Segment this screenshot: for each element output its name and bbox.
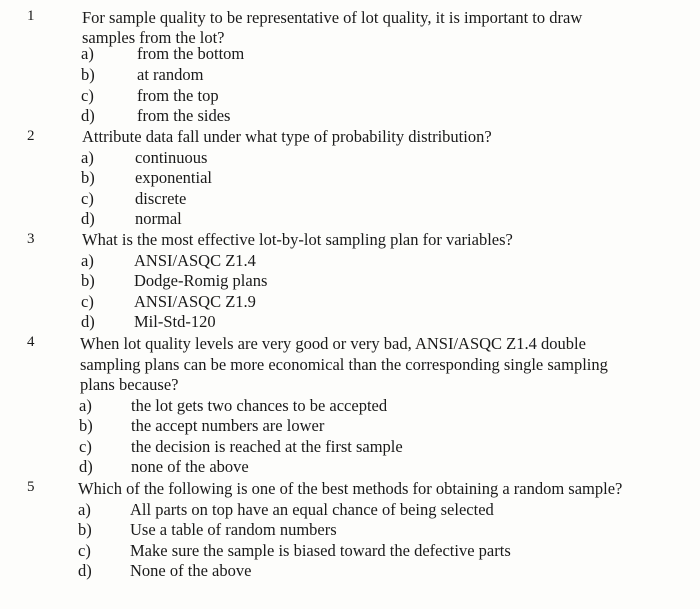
- question-3-option-a-letter: a): [81, 251, 94, 270]
- question-1-text-line-1: For sample quality to be representative of lot quality, it is important to draw: [82, 8, 583, 27]
- question-4-option-c-letter: c): [79, 437, 92, 456]
- question-3-option-a-text: ANSI/ASQC Z1.4: [134, 251, 256, 270]
- question-4-text-line-1: When lot quality levels are very good or very bad, ANSI/ASQC Z1.4 double: [80, 334, 586, 353]
- question-3-option-d-text: Mil-Std-120: [134, 312, 216, 331]
- question-1-option-a-text: from the bottom: [137, 44, 245, 63]
- question-4-option-a-letter: a): [79, 396, 92, 415]
- question-4-option-b-text: the accept numbers are lower: [131, 416, 325, 435]
- question-2-option-d-text: normal: [135, 209, 182, 228]
- question-4-option-c-text: the decision is reached at the first sample: [131, 437, 403, 456]
- question-2-option-a-letter: a): [81, 148, 94, 167]
- question-number-2: 2: [27, 128, 35, 144]
- question-number-5: 5: [27, 479, 35, 495]
- question-2-option-b-letter: b): [81, 168, 95, 187]
- question-1-option-c-text: from the top: [137, 86, 219, 105]
- question-1-text-line-2: samples from the lot?: [82, 28, 225, 47]
- question-4-text-line-3: plans because?: [80, 375, 179, 394]
- question-4-option-b-letter: b): [79, 416, 93, 435]
- question-2-text-line-1: Attribute data fall under what type of probability distribution?: [82, 127, 492, 146]
- question-5-option-a-letter: a): [78, 500, 91, 519]
- question-2-option-d-letter: d): [81, 209, 95, 228]
- question-3-option-b-letter: b): [81, 271, 95, 290]
- question-1-option-a-letter: a): [81, 44, 94, 63]
- question-5-text-line-1: Which of the following is one of the best methods for obtaining a random sample?: [78, 479, 623, 498]
- question-3-option-d-letter: d): [81, 312, 95, 331]
- question-2-option-b-text: exponential: [135, 168, 212, 187]
- question-3-option-b-text: Dodge-Romig plans: [134, 271, 268, 290]
- question-5-option-c-letter: c): [78, 541, 91, 560]
- question-5-option-d-letter: d): [78, 561, 92, 580]
- question-3-option-c-letter: c): [81, 292, 94, 311]
- question-5-option-d-text: None of the above: [130, 561, 252, 580]
- question-1-option-b-letter: b): [81, 65, 95, 84]
- question-2-option-c-text: discrete: [135, 189, 187, 208]
- question-4-option-a-text: the lot gets two chances to be accepted: [131, 396, 388, 415]
- question-4-option-d-text: none of the above: [131, 457, 249, 476]
- question-1-option-b-text: at random: [137, 65, 204, 84]
- question-1-option-d-letter: d): [81, 106, 95, 125]
- question-2-option-c-letter: c): [81, 189, 94, 208]
- question-number-1: 1: [27, 8, 35, 24]
- question-1-option-d-text: from the sides: [137, 106, 231, 125]
- question-5-option-c-text: Make sure the sample is biased toward the defective parts: [130, 541, 511, 560]
- question-3-option-c-text: ANSI/ASQC Z1.9: [134, 292, 256, 311]
- question-2-option-a-text: continuous: [135, 148, 208, 167]
- question-1-option-c-letter: c): [81, 86, 94, 105]
- question-5-option-a-text: All parts on top have an equal chance of being selected: [130, 500, 494, 519]
- question-3-text-line-1: What is the most effective lot-by-lot sampling plan for variables?: [82, 230, 513, 249]
- question-5-option-b-letter: b): [78, 520, 92, 539]
- question-5-option-b-text: Use a table of random numbers: [130, 520, 337, 539]
- question-number-4: 4: [27, 334, 35, 350]
- question-number-3: 3: [27, 231, 35, 247]
- question-4-option-d-letter: d): [79, 457, 93, 476]
- question-4-text-line-2: sampling plans can be more economical than the corresponding single sampling: [80, 355, 608, 374]
